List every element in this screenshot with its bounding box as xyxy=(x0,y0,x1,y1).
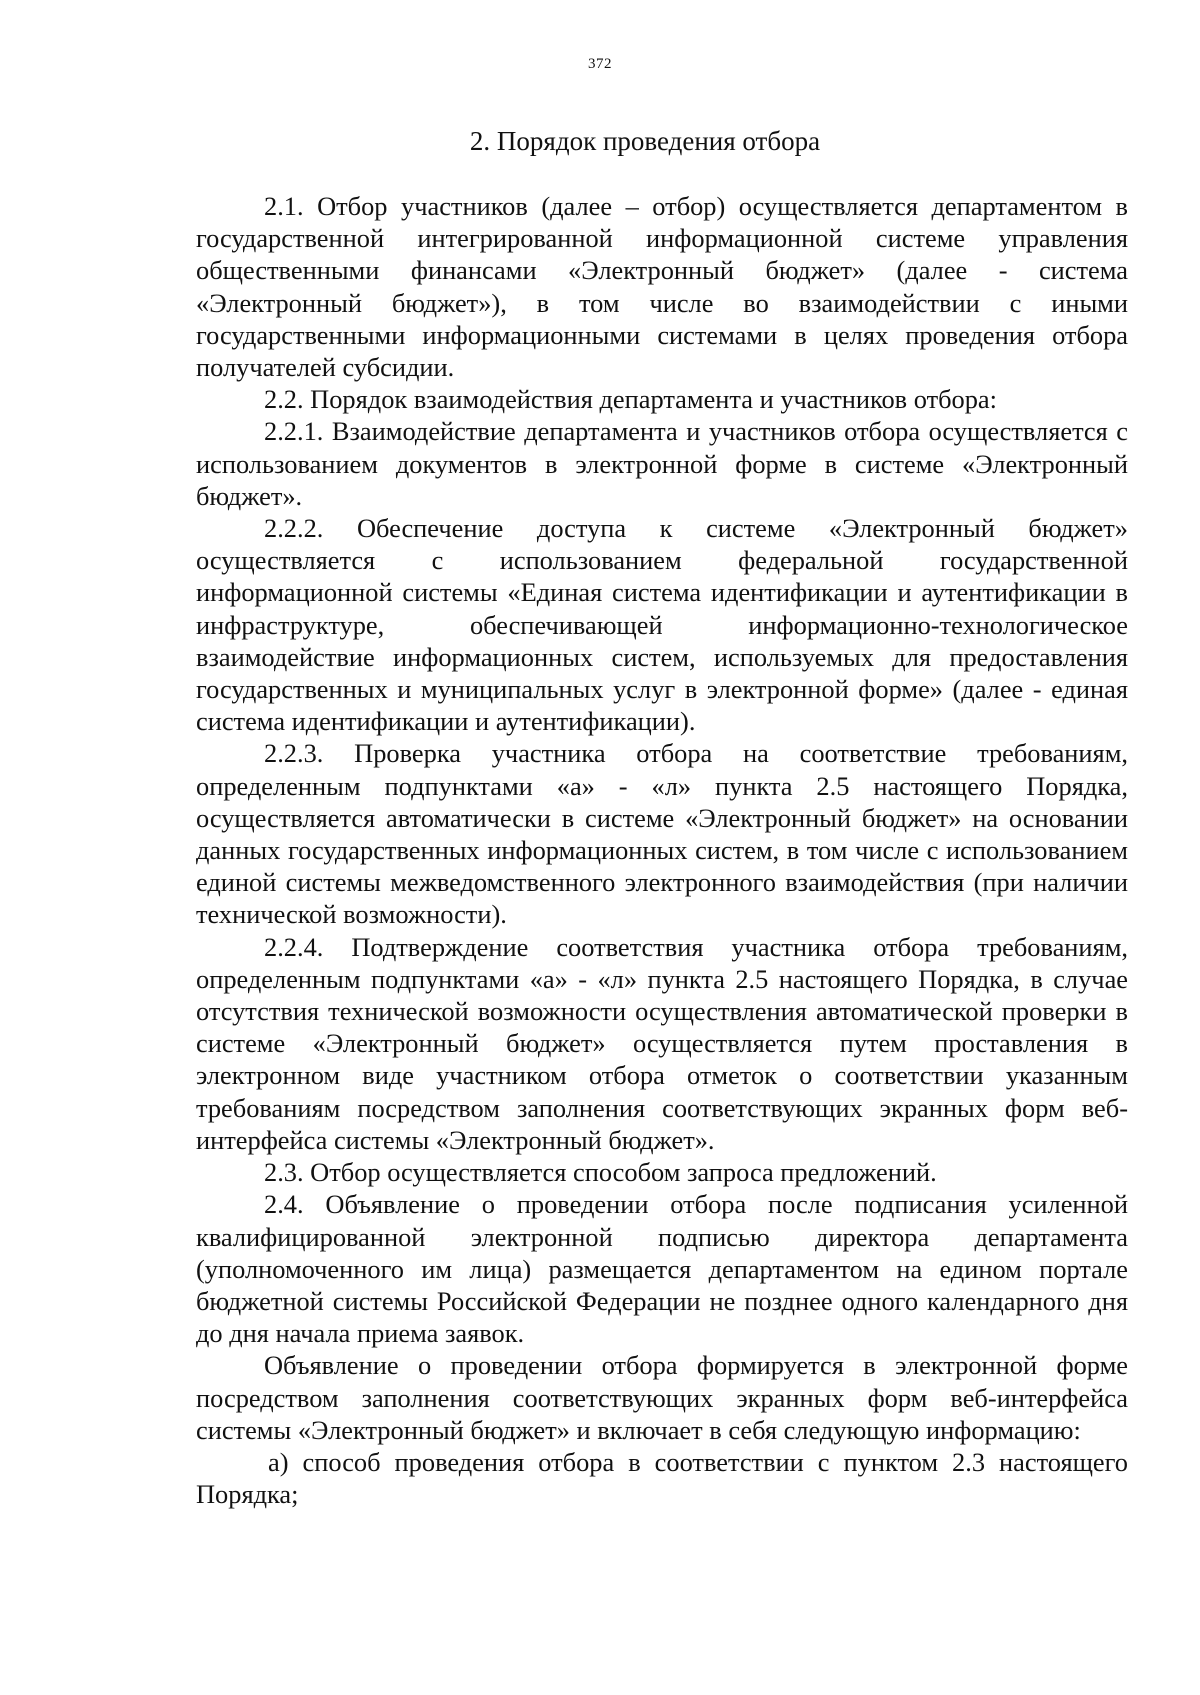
paragraph-2-2-3: 2.2.3. Проверка участника отбора на соответствие требованиям, определенным подпунктами «а» - «л» пункта 2.5 настоящего Порядка, осуществляется автоматически в системе «Электронный бюджет» на основании данных государственных информационных систем, в том числе с использованием единой системы межведомственного электронного взаимодействия (при наличии технической возможности). xyxy=(196,738,1128,930)
section-title: 2. Порядок проведения отбора xyxy=(469,126,821,156)
paragraph-2-2-1: 2.2.1. Взаимодействие департамента и участников отбора осуществляется с использованием документов в электронной форме в системе «Электронный бюджет». xyxy=(196,416,1128,511)
paragraph-2-2-2: 2.2.2. Обеспечение доступа к системе «Электронный бюджет» осуществляется с использованием федеральной государственной информационной системы «Единая система идентификации и аутентификации в инфраструктуре, обеспечивающей информационно-технологическое взаимодействие информационных систем, используемых для предоставления государственных и муниципальных услуг в электронной форме» (далее - единая система идентификации и аутентификации). xyxy=(196,513,1128,737)
paragraph-2-3: 2.3. Отбор осуществляется способом запроса предложений. xyxy=(264,1157,937,1188)
body-text xyxy=(196,190,1128,1510)
paragraph-announcement: Объявление о проведении отбора формируется в электронной форме посредством заполнения соответствующих экранных форм веб-интерфейса системы «Электронный бюджет» и включает в себя следующую информацию: xyxy=(196,1350,1128,1445)
page-number: 372 xyxy=(588,56,612,72)
paragraph-2-2: 2.2. Порядок взаимодействия департамента и участников отбора: xyxy=(264,384,997,415)
paragraph-2-4: 2.4. Объявление о проведении отбора после подписания усиленной квалифицированной электронной подписью директора департамента (уполномоченного им лица) размещается департаментом на едином портале бюджетной системы Российской Федерации не позднее одного календарного дня до дня начала приема заявок. xyxy=(196,1189,1128,1349)
list-item-a: а) способ проведения отбора в соответствии с пунктом 2.3 настоящего Порядка; xyxy=(196,1446,1128,1510)
paragraph-2-1: 2.1. Отбор участников (далее – отбор) осуществляется департаментом в государственной интегрированной информационной системе управления общественными финансами «Электронный бюджет» (далее - система «Электронный бюджет»), в том числе во взаимодействии с иными государственными информационными системами в целях проведения отбора получателей субсидии. xyxy=(196,191,1128,383)
paragraph-2-2-4: 2.2.4. Подтверждение соответствия участника отбора требованиям, определенным подпунктами «а» - «л» пункта 2.5 настоящего Порядка, в случае отсутствия технической возможности осуществления автоматической проверки в системе «Электронный бюджет» осуществляется путем проставления в электронном виде участником отбора отметок о соответствии указанным требованиям посредством заполнения соответствующих экранных форм веб-интерфейса системы «Электронный бюджет». xyxy=(196,931,1128,1155)
